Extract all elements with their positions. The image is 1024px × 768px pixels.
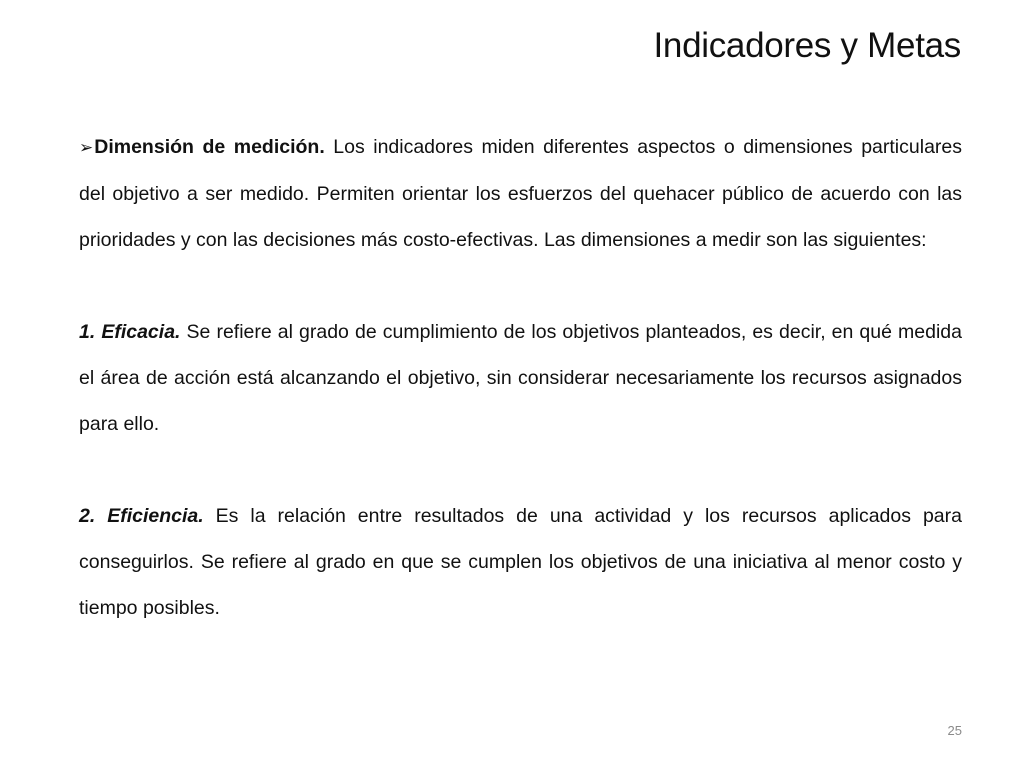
intro-paragraph bbox=[79, 124, 962, 263]
item-lead-eficiencia: 2. Eficiencia. bbox=[79, 505, 204, 527]
paragraph-spacer bbox=[79, 263, 962, 309]
item-text-eficacia: Se refiere al grado de cumplimiento de los objetivos planteados, es decir, en qué medida el área de acción está alcanzando el objetivo, sin considerar necesariamente los recursos asignados para ello. bbox=[79, 321, 962, 435]
paragraph-spacer bbox=[79, 447, 962, 493]
intro-lead: Dimensión de medición. bbox=[94, 136, 325, 158]
item-lead-eficacia: 1. Eficacia. bbox=[79, 321, 181, 343]
item-paragraph-eficiencia bbox=[79, 493, 962, 631]
slide-body bbox=[79, 124, 962, 631]
page-number: 25 bbox=[947, 723, 962, 738]
intro-text: Los indicadores miden diferentes aspectos o dimensiones particulares del objetivo a ser medido. Permiten orientar los esfuerzos del quehacer público de acuerdo con las prioridades y con las decisiones más costo-efectivas. Las dimensiones a medir son las siguientes: bbox=[79, 136, 962, 251]
slide-title: Indicadores y Metas bbox=[653, 26, 961, 65]
item-paragraph-eficacia bbox=[79, 309, 962, 447]
arrow-bullet-icon: ➢ bbox=[79, 138, 94, 158]
item-text-eficiencia: Es la relación entre resultados de una actividad y los recursos aplicados para conseguirlos. Se refiere al grado en que se cumplen los objetivos de una iniciativa al menor costo y tiempo posibles. bbox=[79, 505, 962, 619]
